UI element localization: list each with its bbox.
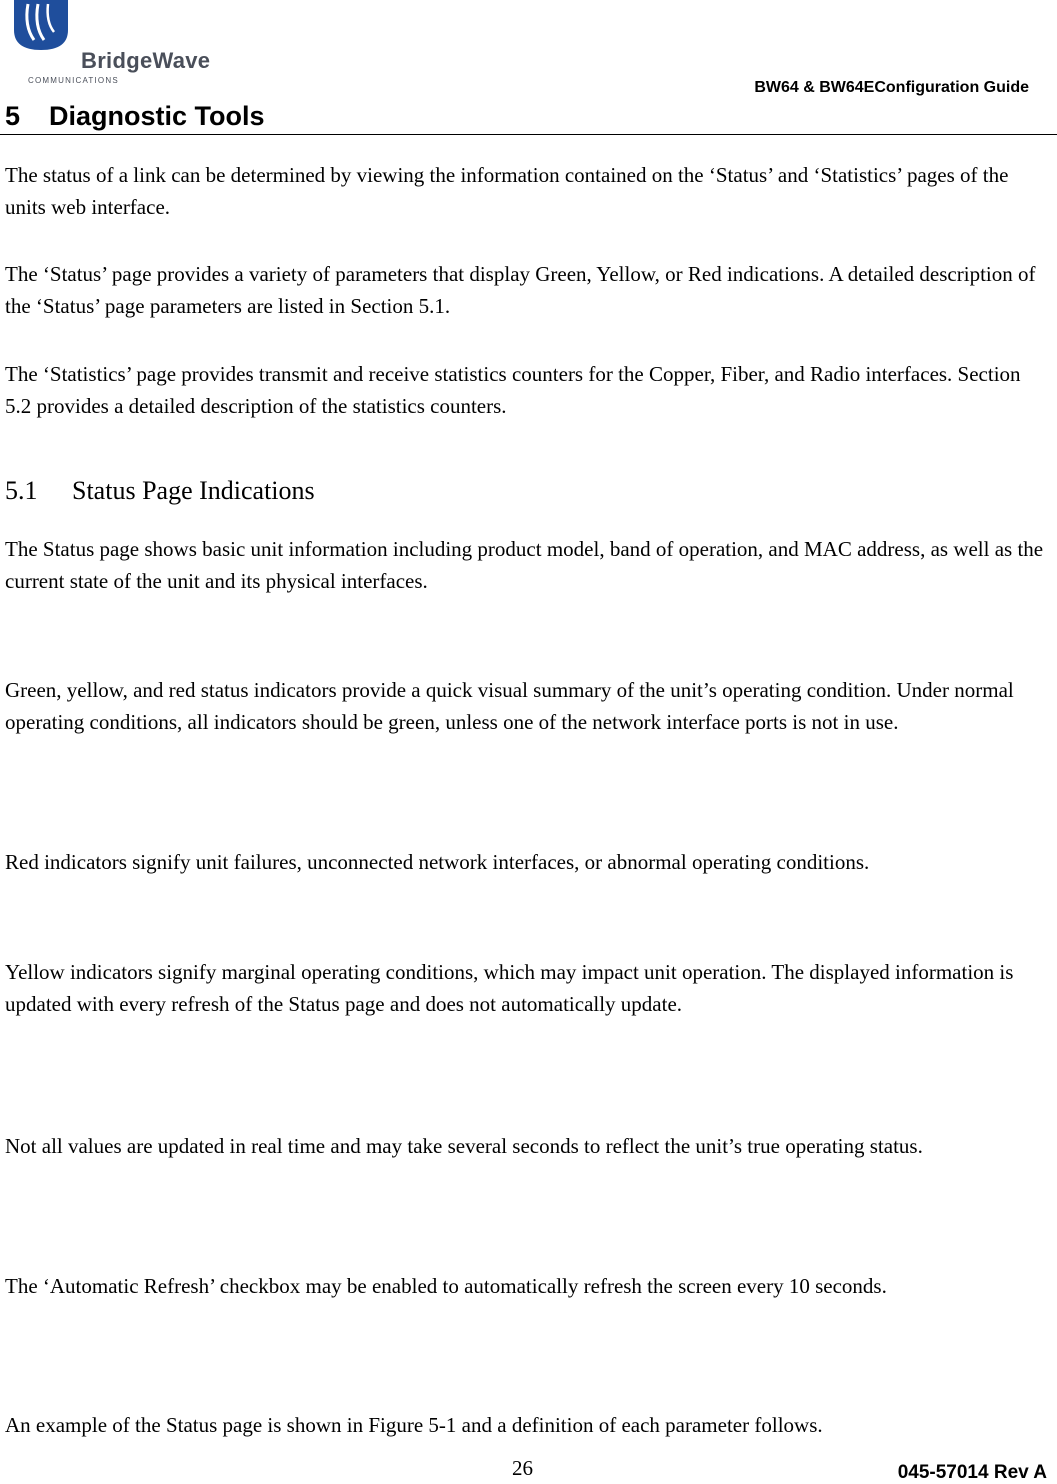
- logo-wordmark: BridgeWave: [81, 48, 211, 73]
- section-title: Status Page Indications: [72, 476, 315, 505]
- logo-subtitle: COMMUNICATIONS: [28, 76, 119, 85]
- intro-paragraph-1: The status of a link can be determined by viewing the information contained on the ‘Status’ and ‘Statistics’ pages of the units web interface.: [5, 163, 1009, 219]
- chapter-heading: [5, 101, 265, 132]
- body-paragraph-4: Yellow indicators signify marginal operating conditions, which may impact unit operation. The displayed information is updated with every refresh of the Status page and does not automatically update.: [5, 960, 1014, 1016]
- body-paragraph-5: Not all values are updated in real time and may take several seconds to reflect the unit’s true operating status.: [5, 1134, 923, 1158]
- body-paragraph-1: The Status page shows basic unit information including product model, band of operation, and MAC address, as well as the current state of the unit and its physical interfaces.: [5, 537, 1044, 593]
- document-revision: 045-57014 Rev A: [897, 1462, 1047, 1483]
- intro-paragraph-2: The ‘Status’ page provides a variety of parameters that display Green, Yellow, or Red indications. A detailed description of the ‘Status’ page parameters are listed in Section 5.1.: [5, 262, 1036, 318]
- intro-paragraph-3: The ‘Statistics’ page provides transmit and receive statistics counters for the Copper, Fiber, and Radio interfaces. Section 5.2 provides a detailed description of the statistics counters.: [5, 362, 1021, 418]
- bridgewave-emblem-icon: [14, 0, 68, 52]
- section-heading: [5, 476, 315, 506]
- body-paragraph-6: The ‘Automatic Refresh’ checkbox may be enabled to automatically refresh the screen every 10 seconds.: [5, 1274, 887, 1298]
- section-number: 5.1: [5, 476, 38, 505]
- body-paragraph-7: An example of the Status page is shown in Figure 5-1 and a definition of each parameter follows.: [5, 1413, 823, 1437]
- page-number: 26: [512, 1456, 533, 1480]
- chapter-number: 5: [5, 101, 21, 131]
- document-title: BW64 & BW64EConfiguration Guide: [754, 79, 1029, 96]
- body-paragraph-3: Red indicators signify unit failures, unconnected network interfaces, or abnormal operating conditions.: [5, 850, 870, 874]
- body-paragraph-2: Green, yellow, and red status indicators provide a quick visual summary of the unit’s operating condition. Under normal operating conditions, all indicators should be green, unless one of the network interface ports is not in use.: [5, 678, 1014, 734]
- header-rule: [0, 134, 1057, 135]
- company-logo: [14, 0, 214, 90]
- chapter-title: Diagnostic Tools: [49, 101, 265, 131]
